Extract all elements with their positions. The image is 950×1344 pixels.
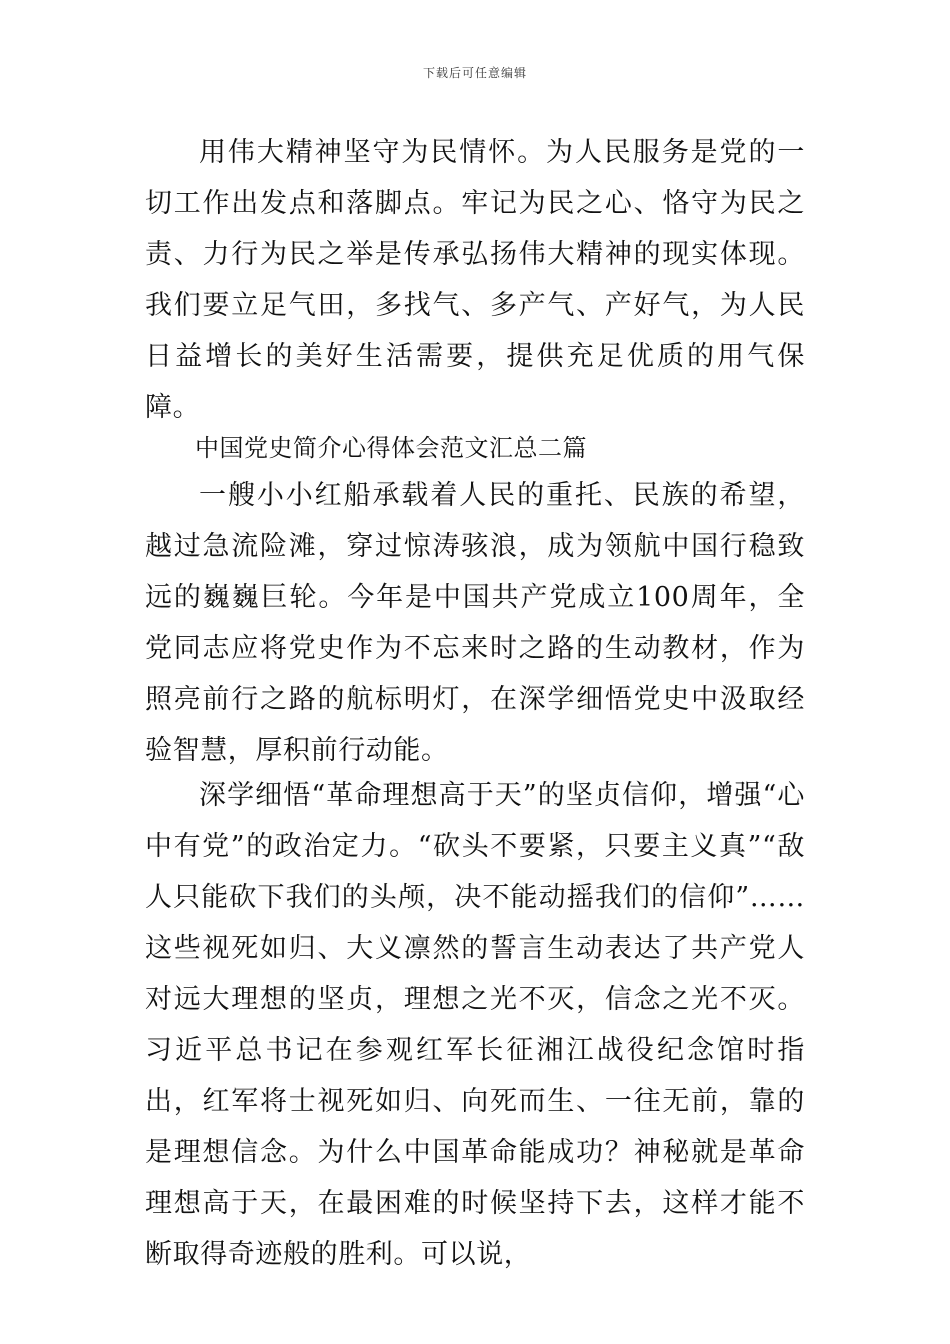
section-heading: 中国党史简介心得体会范文汇总二篇: [195, 434, 587, 462]
paragraph-2-block: [145, 470, 805, 776]
paragraph-3-block: [145, 770, 805, 1280]
paragraph-3: 深学细悟“革命理想高于天”的坚贞信仰，增强“心中有党”的政治定力。“砍头不要紧，只要主义真”“敌人只能砍下我们的头颅，决不能动摇我们的信仰”……这些视死如归、大义凛然的誓言生动表达了共产党人对远大理想的坚贞，理想之光不灭，信念之光不灭。习近平总书记在参观红军长征湘江战役纪念馆时指出，红军将士视死如归、向死而生、一往无前，靠的是理想信念。为什么中国革命能成功？神秘就是革命理想高于天，在最困难的时候坚持下去，这样才能不断取得奇迹般的胜利。可以说，: [145, 780, 805, 1270]
paragraph-1-block: [145, 127, 805, 433]
page-header: 下载后可任意编辑: [422, 66, 527, 80]
paragraph-2: 一艘小小红船承载着人民的重托、民族的希望，越过急流险滩，穿过惊涛骇浪，成为领航中国行稳致远的巍巍巨轮。今年是中国共产党成立100周年，全党同志应将党史作为不忘来时之路的生动教材，作为照亮前行之路的航标明灯，在深学细悟党史中汲取经验智慧，厚积前行动能。: [145, 480, 805, 766]
section-heading-block: [145, 428, 805, 468]
paragraph-1: 用伟大精神坚守为民情怀。为人民服务是党的一切工作出发点和落脚点。牢记为民之心、恪守为民之责、力行为民之举是传承弘扬伟大精神的现实体现。我们要立足气田，多找气、多产气、产好气，为人民日益增长的美好生活需要，提供充足优质的用气保障。: [145, 137, 805, 423]
